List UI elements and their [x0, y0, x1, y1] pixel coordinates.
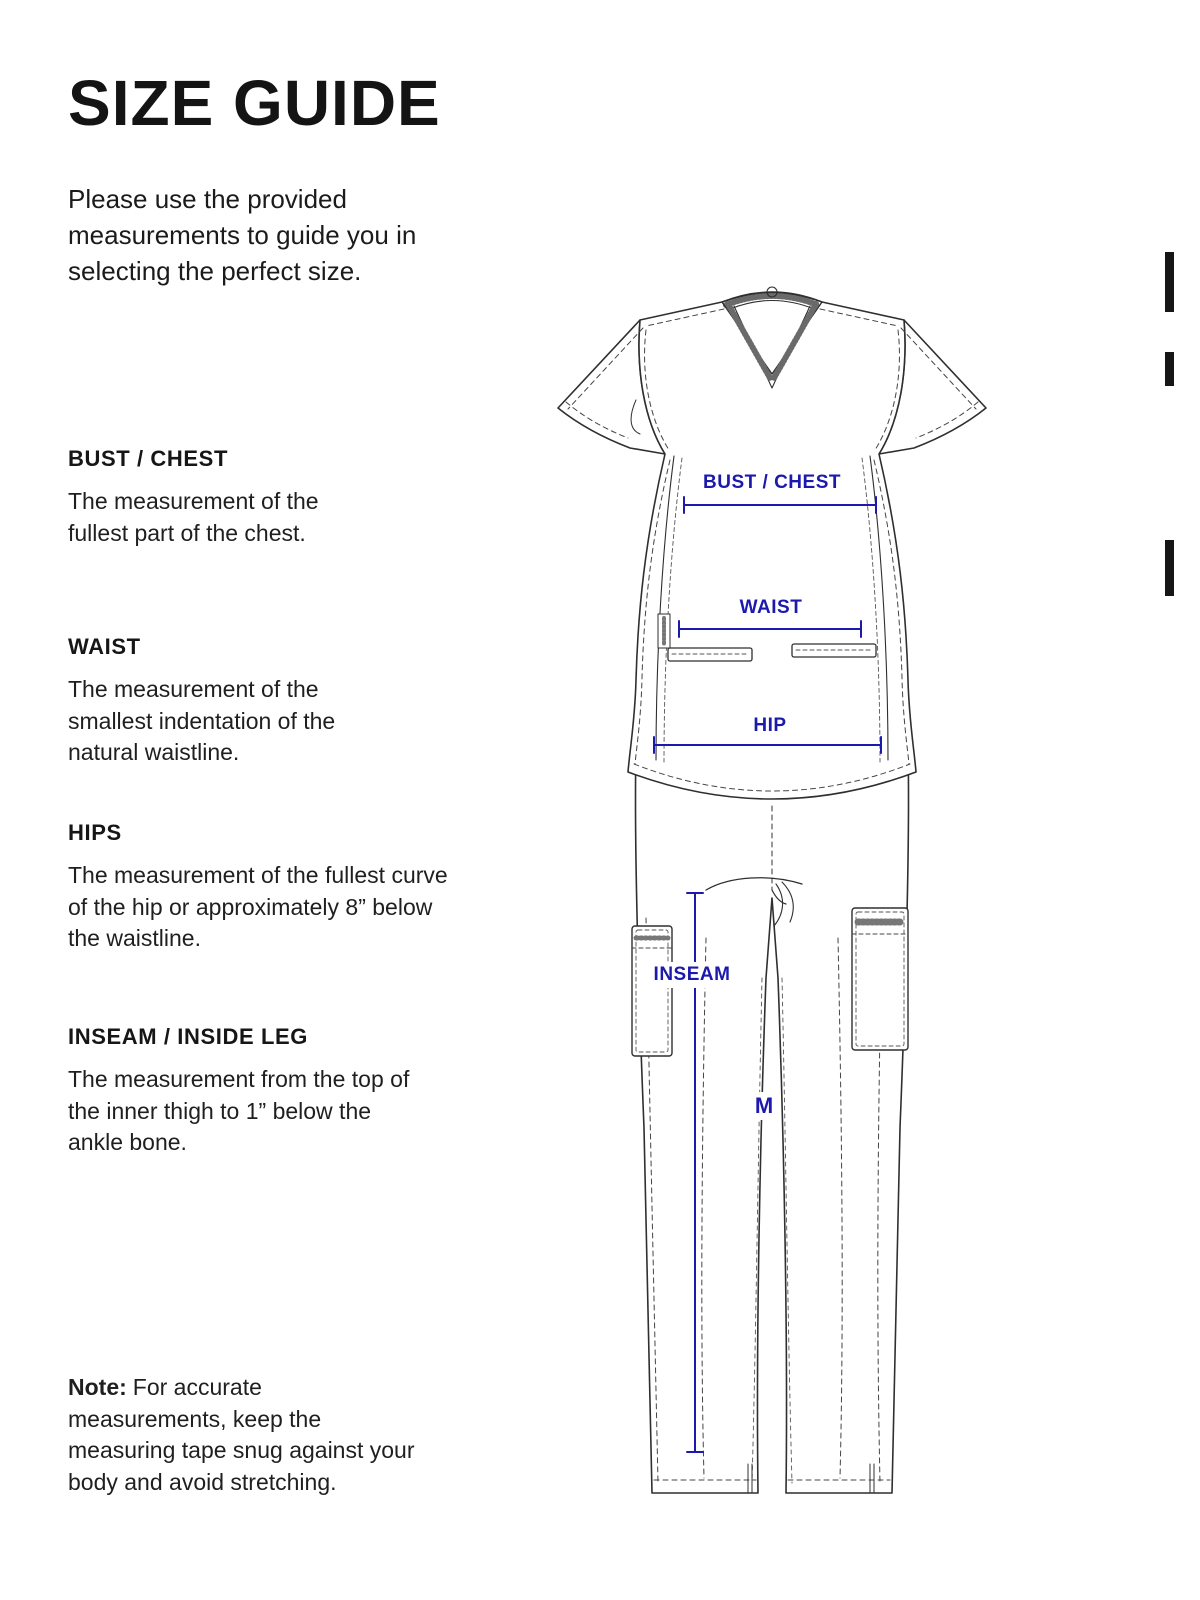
note-label: Note:: [68, 1374, 127, 1400]
section-body-waist: The measurement of the smallest indentation of the natural waistline.: [68, 676, 336, 766]
scrubs-measurement-diagram: [540, 278, 990, 1508]
edge-mark: [1165, 540, 1174, 596]
section-heading-bust: BUST / CHEST: [68, 446, 228, 471]
note-body: For accurate measurements, keep the measuring tape snug against your body and avoid stretching.: [68, 1374, 415, 1496]
left-cargo-pocket: [632, 926, 672, 1056]
page-title: SIZE GUIDE: [68, 67, 441, 139]
garment-technical-drawing: [540, 278, 990, 1508]
section-body-hips: The measurement of the fullest curve of the hip or approximately 8” below the waistline.: [68, 862, 448, 952]
bust-measure-label: BUST / CHEST: [703, 472, 841, 493]
section-body-inseam: The measurement from the top of the inner thigh to 1” below the ankle bone.: [68, 1066, 410, 1156]
section-heading-hips: HIPS: [68, 820, 122, 845]
section-bust-chest: [68, 446, 468, 549]
inseam-measure-label: INSEAM: [648, 962, 737, 988]
right-welt-pocket: [792, 644, 876, 657]
left-welt-pocket: [668, 648, 752, 661]
edge-mark: [1165, 252, 1174, 312]
size-indicator: M: [751, 1092, 777, 1120]
section-hips: [68, 820, 468, 955]
intro-text: Please use the provided measurements to guide you in selecting the perfect size.: [68, 184, 417, 286]
right-cargo-pocket: [852, 908, 908, 1050]
edge-mark: [1165, 352, 1174, 386]
section-body-bust: The measurement of the fullest part of the chest.: [68, 488, 319, 546]
section-heading-inseam: INSEAM / INSIDE LEG: [68, 1024, 308, 1049]
waist-measure-label: WAIST: [739, 597, 803, 618]
hip-measure-label: HIP: [753, 715, 787, 736]
measurement-note: [68, 1372, 418, 1499]
section-inseam: [68, 1024, 468, 1159]
section-waist: [68, 634, 468, 769]
section-heading-waist: WAIST: [68, 634, 141, 659]
